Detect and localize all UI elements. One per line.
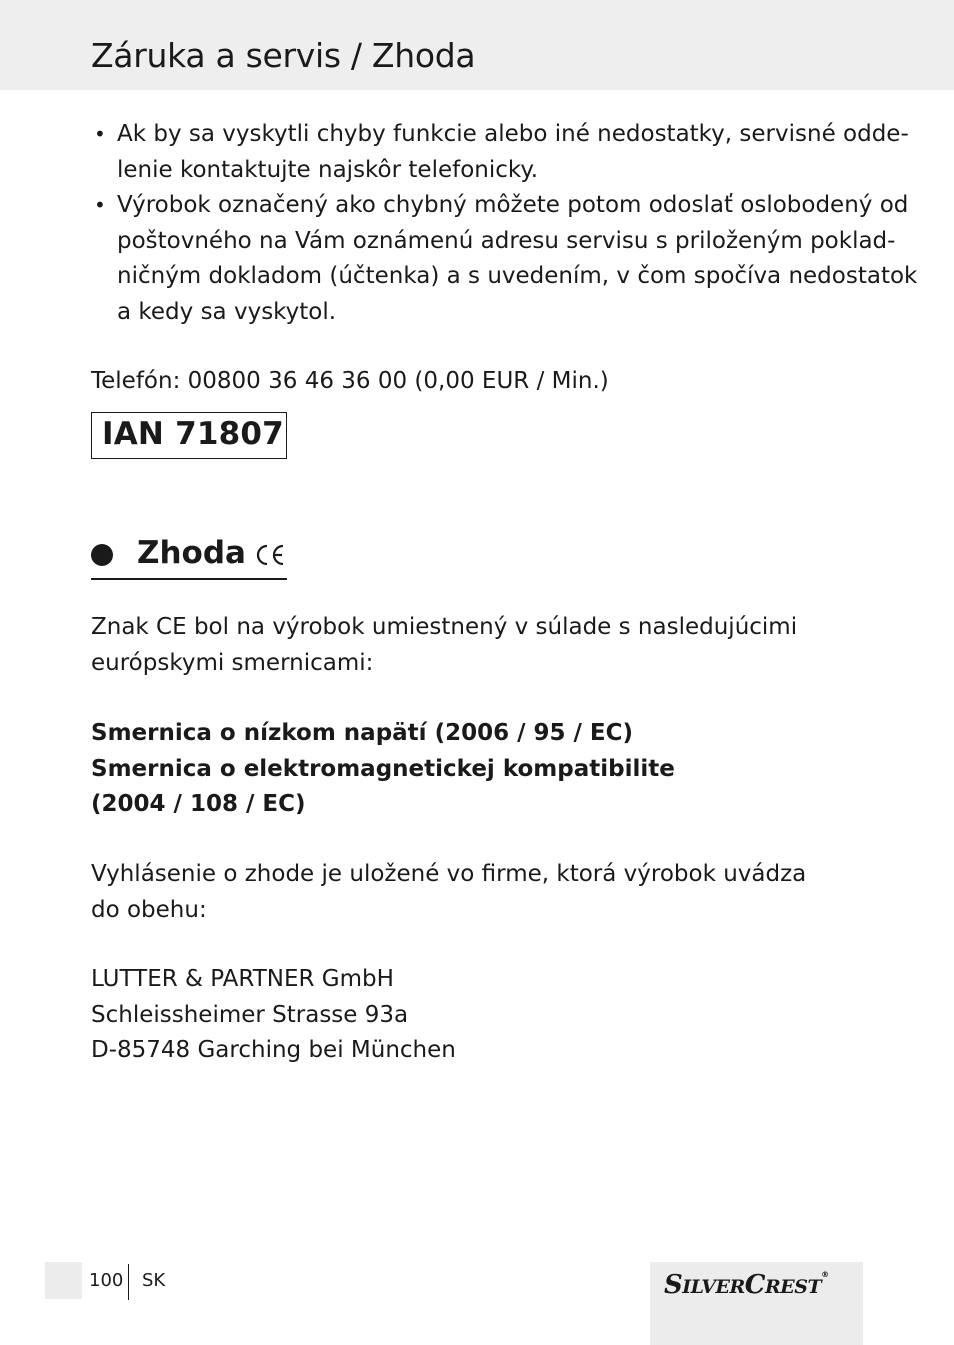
footer-divider (128, 1264, 129, 1300)
bullet-line: lenie kontaktujte najskôr telefonicky. (117, 156, 539, 183)
text-line: do obehu: (91, 896, 207, 923)
conformity-heading (91, 534, 287, 580)
section-bullet-icon (91, 544, 113, 566)
bullet-line: poštovného na Vám oznámenú adresu servisu s priloženým poklad- (117, 227, 896, 254)
brand-logo-box (650, 1262, 863, 1345)
address-line: Schleissheimer Strasse 93a (91, 1001, 409, 1028)
text-line: Znak CE bol na výrobok umiestnený v súlade s nasledujúcimi (91, 614, 798, 640)
ian-number: IAN 71807 (102, 416, 284, 452)
warranty-bullet-list (91, 117, 918, 330)
bullet-icon: • (94, 193, 106, 217)
address-line: LUTTER & PARTNER GmbH (91, 966, 394, 992)
bullet-icon: • (94, 122, 106, 146)
text-line: európskymi smernicami: (91, 649, 374, 676)
directive-line: Smernica o nízkom napätí (2006 / 95 / EC) (91, 720, 634, 746)
footer-tab (45, 1262, 82, 1299)
conformity-intro (91, 610, 797, 681)
ian-box (91, 412, 287, 459)
text-line: Vyhlásenie o zhode je uložené vo firme, ktorá výrobok uvádza (91, 861, 807, 887)
service-phone: Telefón: 00800 36 46 36 00 (0,00 EUR / Min.) (91, 368, 609, 394)
directives-list (91, 716, 675, 823)
page-title: Záruka a servis / Zhoda (91, 36, 476, 75)
declaration-text (91, 857, 806, 928)
directive-line: Smernica o elektromagnetickej kompatibilite (91, 755, 675, 782)
list-item (91, 188, 918, 330)
language-code: SK (142, 1270, 166, 1291)
bullet-line: a kedy sa vyskytol. (117, 298, 337, 325)
silvercrest-logo: SILVERCREST® (664, 1270, 829, 1300)
bullet-line: Výrobok označený ako chybný môžete potom odoslať oslobodený od (117, 192, 909, 218)
manufacturer-address (91, 962, 456, 1069)
section-title: Zhoda (137, 535, 246, 571)
ce-mark-icon (254, 542, 286, 568)
list-item (91, 117, 909, 188)
address-line: D-85748 Garching bei München (91, 1037, 456, 1063)
page-number: 100 (89, 1270, 124, 1291)
bullet-line: ničným dokladom (účtenka) a s uvedením, v čom spočíva nedostatok (117, 263, 918, 289)
bullet-line: Ak by sa vyskytli chyby funkcie alebo iné nedostatky, servisné odde- (117, 121, 909, 147)
directive-line: (2004 / 108 / EC) (91, 791, 306, 817)
